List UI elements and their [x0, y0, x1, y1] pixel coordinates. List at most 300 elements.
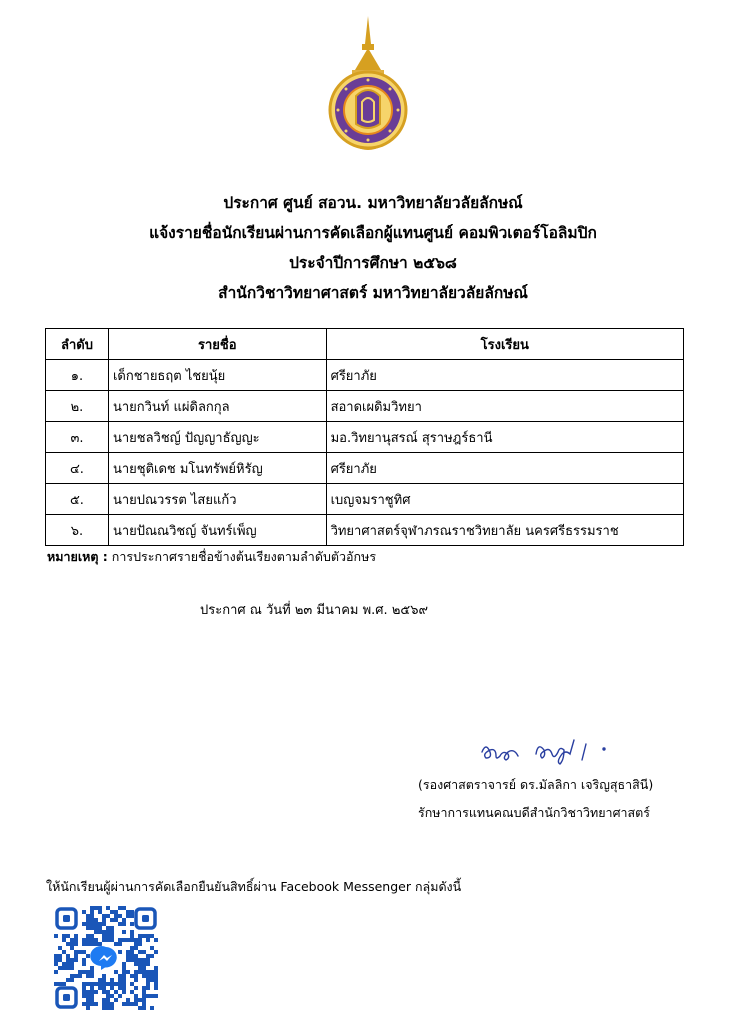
- qr-module: [82, 958, 86, 962]
- qr-module: [110, 1006, 114, 1010]
- remark: [47, 547, 376, 567]
- qr-module: [82, 950, 86, 954]
- qr-module: [118, 914, 122, 918]
- qr-module: [90, 918, 94, 922]
- qr-module: [114, 998, 118, 1002]
- qr-module: [150, 954, 154, 958]
- qr-module: [142, 994, 146, 998]
- qr-module: [58, 946, 62, 950]
- qr-module: [110, 918, 114, 922]
- qr-module: [62, 962, 66, 966]
- qr-module: [106, 994, 110, 998]
- table-row: [46, 484, 684, 515]
- qr-module: [130, 950, 134, 954]
- qr-module: [90, 906, 94, 910]
- qr-module: [86, 1002, 90, 1006]
- qr-module: [74, 938, 78, 942]
- qr-module: [110, 982, 114, 986]
- qr-module: [86, 974, 90, 978]
- qr-module: [86, 934, 90, 938]
- qr-module: [74, 974, 78, 978]
- qr-module: [106, 998, 110, 1002]
- qr-module: [82, 970, 86, 974]
- qr-module: [130, 930, 134, 934]
- qr-module: [70, 958, 74, 962]
- row-number: ๓.: [46, 422, 109, 453]
- qr-module: [90, 982, 94, 986]
- qr-module: [154, 938, 158, 942]
- qr-module: [94, 930, 98, 934]
- qr-module: [150, 970, 154, 974]
- qr-module: [154, 950, 158, 954]
- qr-module: [126, 998, 130, 1002]
- school-name: ศรียาภัย: [326, 360, 683, 391]
- qr-module: [102, 914, 106, 918]
- qr-module: [90, 994, 94, 998]
- qr-module: [154, 986, 158, 990]
- qr-module: [106, 1006, 110, 1010]
- qr-module: [94, 918, 98, 922]
- qr-module: [70, 938, 74, 942]
- qr-module: [102, 1002, 106, 1006]
- student-name: นายกวินท์ แผ่ดิลกกุล: [108, 391, 326, 422]
- qr-module: [70, 966, 74, 970]
- qr-module: [150, 934, 154, 938]
- qr-module: [146, 934, 150, 938]
- qr-module: [122, 966, 126, 970]
- qr-module: [146, 938, 150, 942]
- qr-module: [78, 950, 82, 954]
- qr-module: [122, 990, 126, 994]
- qr-module: [118, 938, 122, 942]
- student-name: นายชุติเดช มโนทรัพย์หิรัญ: [108, 453, 326, 484]
- qr-module: [130, 974, 134, 978]
- school-name: สอาดเผดิมวิทยา: [326, 391, 683, 422]
- qr-module: [90, 970, 94, 974]
- qr-module: [98, 986, 102, 990]
- qr-module: [102, 918, 106, 922]
- qr-module: [94, 906, 98, 910]
- qr-module: [106, 906, 110, 910]
- qr-module: [54, 934, 58, 938]
- qr-module: [142, 950, 146, 954]
- qr-module: [154, 994, 158, 998]
- qr-module: [98, 926, 102, 930]
- qr-module: [138, 962, 142, 966]
- qr-module: [54, 970, 58, 974]
- row-number: ๖.: [46, 515, 109, 546]
- qr-module: [90, 934, 94, 938]
- academic-year: ประจำปีการศึกษา ๒๕๖๘: [289, 254, 457, 272]
- row-number: ๑.: [46, 360, 109, 391]
- qr-module: [142, 974, 146, 978]
- qr-module: [122, 962, 126, 966]
- announcement-title: ประกาศ ศูนย์ สอวน. มหาวิทยาลัยวลัยลักษณ์: [223, 194, 523, 212]
- qr-module: [114, 918, 118, 922]
- student-name: เด็กชายธฤต ไชยนุ้ย: [108, 360, 326, 391]
- qr-module: [118, 950, 122, 954]
- qr-module: [134, 942, 138, 946]
- qr-module: [146, 962, 150, 966]
- qr-module: [82, 938, 86, 942]
- qr-module: [122, 918, 126, 922]
- qr-module: [86, 970, 90, 974]
- qr-module: [102, 938, 106, 942]
- table-header-row: [46, 329, 684, 360]
- row-number: ๕.: [46, 484, 109, 515]
- table-row: [46, 453, 684, 484]
- qr-module: [90, 942, 94, 946]
- qr-module: [98, 978, 102, 982]
- qr-module: [86, 994, 90, 998]
- qr-module: [134, 938, 138, 942]
- qr-module: [122, 922, 126, 926]
- qr-module: [114, 982, 118, 986]
- signature: [476, 734, 626, 766]
- qr-module: [58, 954, 62, 958]
- qr-module: [102, 982, 106, 986]
- qr-module: [130, 938, 134, 942]
- qr-module: [146, 954, 150, 958]
- qr-module: [102, 930, 106, 934]
- qr-module: [98, 930, 102, 934]
- qr-module: [146, 970, 150, 974]
- qr-module: [82, 1002, 86, 1006]
- qr-module: [90, 986, 94, 990]
- qr-module: [110, 1002, 114, 1006]
- qr-module: [54, 954, 58, 958]
- qr-module: [102, 922, 106, 926]
- qr-module: [134, 998, 138, 1002]
- qr-module: [118, 922, 122, 926]
- qr-module: [106, 1002, 110, 1006]
- qr-module: [130, 1002, 134, 1006]
- qr-module: [146, 994, 150, 998]
- qr-module: [138, 934, 142, 938]
- qr-module: [94, 1002, 98, 1006]
- qr-module: [74, 942, 78, 946]
- qr-module: [118, 982, 122, 986]
- qr-module: [130, 914, 134, 918]
- qr-module: [142, 1002, 146, 1006]
- qr-module: [90, 1002, 94, 1006]
- qr-module: [110, 934, 114, 938]
- qr-module: [142, 958, 146, 962]
- qr-module: [154, 966, 158, 970]
- qr-module: [154, 978, 158, 982]
- qr-module: [62, 950, 66, 954]
- qr-module: [70, 978, 74, 982]
- qr-module: [66, 942, 70, 946]
- qr-module: [66, 934, 70, 938]
- qr-module: [134, 978, 138, 982]
- remark-text: การประกาศรายชื่อข้างต้นเรียงตามลำดับตัวอักษร: [111, 549, 377, 564]
- qr-module: [122, 1002, 126, 1006]
- qr-module: [86, 942, 90, 946]
- qr-module: [138, 950, 142, 954]
- qr-module: [150, 1006, 154, 1010]
- qr-module: [126, 938, 130, 942]
- table-row: [46, 515, 684, 546]
- qr-module: [74, 954, 78, 958]
- qr-module: [94, 942, 98, 946]
- qr-module: [142, 1006, 146, 1010]
- qr-module: [146, 974, 150, 978]
- qr-module: [102, 974, 106, 978]
- qr-module: [86, 922, 90, 926]
- qr-module: [154, 970, 158, 974]
- qr-module: [54, 962, 58, 966]
- qr-module: [90, 926, 94, 930]
- qr-module: [86, 914, 90, 918]
- qr-module: [62, 934, 66, 938]
- qr-module: [154, 982, 158, 986]
- student-name: นายชลวิชญ์ ปัญญาธัญญะ: [108, 422, 326, 453]
- qr-module: [86, 1006, 90, 1010]
- school-name: เบญจมราชูทิศ: [326, 484, 683, 515]
- qr-code[interactable]: [54, 906, 158, 1010]
- qr-module: [114, 970, 118, 974]
- qr-module: [82, 982, 86, 986]
- row-number: ๔.: [46, 453, 109, 484]
- qr-module: [114, 990, 118, 994]
- school-name: มอ.วิทยานุสรณ์ สุราษฎร์ธานี: [326, 422, 683, 453]
- qr-module: [122, 938, 126, 942]
- qr-module: [90, 914, 94, 918]
- qr-module: [118, 974, 122, 978]
- qr-module: [106, 990, 110, 994]
- qr-module: [90, 938, 94, 942]
- school-name: วิทยาศาสตร์จุฬาภรณราชวิทยาลัย นครศรีธรรมราช: [326, 515, 683, 546]
- qr-module: [146, 982, 150, 986]
- qr-module: [86, 954, 90, 958]
- qr-module: [122, 930, 126, 934]
- qr-module: [138, 970, 142, 974]
- qr-module: [122, 986, 126, 990]
- announcement-subtitle: แจ้งรายชื่อนักเรียนผ่านการคัดเลือกผู้แทนศูนย์ คอมพิวเตอร์โอลิมปิก: [149, 224, 597, 242]
- qr-module: [122, 982, 126, 986]
- qr-module: [126, 914, 130, 918]
- table-row: [46, 391, 684, 422]
- qr-module: [134, 970, 138, 974]
- signatory-role: รักษาการแทนคณบดีสำนักวิชาวิทยาศาสตร์: [418, 805, 650, 820]
- qr-module: [90, 966, 94, 970]
- results-table: [45, 328, 684, 546]
- qr-module: [82, 994, 86, 998]
- qr-module: [90, 910, 94, 914]
- instruction-text: ให้นักเรียนผู้ผ่านการคัดเลือกยืนยันสิทธิ์ผ่าน Facebook Messenger กลุ่มดังนี้: [46, 879, 462, 894]
- qr-module: [86, 998, 90, 1002]
- qr-module: [154, 974, 158, 978]
- qr-module: [90, 922, 94, 926]
- qr-module: [106, 982, 110, 986]
- qr-module: [118, 978, 122, 982]
- qr-module: [134, 946, 138, 950]
- qr-module: [54, 982, 58, 986]
- qr-module: [122, 970, 126, 974]
- university-logo: [322, 14, 414, 164]
- qr-module: [134, 986, 138, 990]
- qr-module: [150, 946, 154, 950]
- qr-module: [138, 998, 142, 1002]
- qr-module: [130, 954, 134, 958]
- qr-module: [126, 958, 130, 962]
- header-name: รายชื่อ: [108, 329, 326, 360]
- qr-module: [70, 974, 74, 978]
- qr-module: [94, 938, 98, 942]
- qr-module: [146, 986, 150, 990]
- qr-module: [134, 994, 138, 998]
- qr-module: [78, 974, 82, 978]
- qr-module: [110, 910, 114, 914]
- qr-module: [134, 958, 138, 962]
- qr-module: [150, 974, 154, 978]
- qr-module: [70, 946, 74, 950]
- qr-module: [66, 962, 70, 966]
- qr-module: [146, 978, 150, 982]
- qr-module: [142, 990, 146, 994]
- qr-module: [58, 966, 62, 970]
- qr-module: [98, 982, 102, 986]
- qr-module: [126, 954, 130, 958]
- qr-module: [126, 1002, 130, 1006]
- qr-module: [110, 938, 114, 942]
- qr-module: [54, 958, 58, 962]
- qr-module: [138, 1006, 142, 1010]
- qr-module: [118, 906, 122, 910]
- qr-module: [86, 990, 90, 994]
- qr-module: [74, 958, 78, 962]
- qr-module: [94, 990, 98, 994]
- qr-module: [106, 926, 110, 930]
- qr-module: [130, 958, 134, 962]
- qr-module: [138, 942, 142, 946]
- qr-module: [98, 942, 102, 946]
- remark-label: หมายเหตุ :: [47, 549, 108, 564]
- qr-module: [66, 978, 70, 982]
- qr-module: [138, 958, 142, 962]
- qr-module: [130, 922, 134, 926]
- qr-module: [106, 914, 110, 918]
- qr-module: [66, 958, 70, 962]
- student-name: นายปณวรรต ไสยแก้ว: [108, 484, 326, 515]
- qr-module: [106, 930, 110, 934]
- qr-module: [94, 922, 98, 926]
- qr-module: [106, 938, 110, 942]
- qr-module: [94, 982, 98, 986]
- qr-module: [94, 926, 98, 930]
- school-name: ศรียาภัย: [326, 453, 683, 484]
- qr-module: [122, 906, 126, 910]
- table-row: [46, 422, 684, 453]
- qr-module: [110, 994, 114, 998]
- qr-module: [70, 942, 74, 946]
- qr-module: [122, 974, 126, 978]
- header-order: ลำดับ: [46, 329, 109, 360]
- student-name: นายปัณณวิชญ์ จันทร์เพ็ญ: [108, 515, 326, 546]
- table-row: [46, 360, 684, 391]
- qr-module: [58, 982, 62, 986]
- qr-module: [138, 938, 142, 942]
- announcement-date: ประกาศ ณ วันที่ ๒๓ มีนาคม พ.ศ. ๒๕๖๙: [200, 603, 428, 618]
- qr-module: [86, 918, 90, 922]
- qr-module: [142, 986, 146, 990]
- qr-module: [98, 922, 102, 926]
- qr-module: [142, 962, 146, 966]
- qr-module: [150, 994, 154, 998]
- qr-module: [102, 998, 106, 1002]
- qr-module: [130, 990, 134, 994]
- qr-module: [126, 970, 130, 974]
- qr-module: [102, 990, 106, 994]
- qr-module: [126, 950, 130, 954]
- qr-module: [106, 934, 110, 938]
- qr-module: [86, 982, 90, 986]
- qr-module: [114, 942, 118, 946]
- department: สำนักวิชาวิทยาศาสตร์ มหาวิทยาลัยวลัยลักษณ์: [218, 284, 528, 302]
- qr-module: [102, 986, 106, 990]
- qr-module: [78, 970, 82, 974]
- qr-module: [122, 978, 126, 982]
- qr-module: [142, 934, 146, 938]
- qr-module: [114, 910, 118, 914]
- qr-module: [110, 978, 114, 982]
- qr-module: [82, 910, 86, 914]
- qr-module: [74, 950, 78, 954]
- signatory-name: (รองศาสตราจารย์ ดร.มัลลิกา เจริญสุธาสินี): [418, 777, 654, 792]
- qr-module: [90, 998, 94, 1002]
- qr-module: [82, 942, 86, 946]
- qr-module: [66, 966, 70, 970]
- qr-module: [134, 1002, 138, 1006]
- qr-module: [62, 982, 66, 986]
- qr-module: [130, 946, 134, 950]
- qr-module: [90, 974, 94, 978]
- qr-module: [130, 910, 134, 914]
- qr-module: [86, 926, 90, 930]
- qr-module: [102, 1006, 106, 1010]
- qr-module: [74, 934, 78, 938]
- qr-module: [62, 938, 66, 942]
- qr-module: [86, 938, 90, 942]
- qr-module: [142, 966, 146, 970]
- qr-module: [82, 962, 86, 966]
- qr-module: [58, 958, 62, 962]
- qr-module: [130, 934, 134, 938]
- qr-module: [90, 990, 94, 994]
- row-number: ๒.: [46, 391, 109, 422]
- qr-module: [110, 930, 114, 934]
- qr-module: [98, 910, 102, 914]
- qr-module: [138, 966, 142, 970]
- qr-module: [98, 906, 102, 910]
- qr-module: [118, 942, 122, 946]
- qr-module: [82, 922, 86, 926]
- qr-module: [134, 962, 138, 966]
- qr-module: [66, 954, 70, 958]
- qr-module: [142, 998, 146, 1002]
- header-school: โรงเรียน: [326, 329, 683, 360]
- qr-module: [110, 986, 114, 990]
- qr-module: [82, 986, 86, 990]
- qr-module: [118, 986, 122, 990]
- qr-module: [62, 966, 66, 970]
- qr-module: [82, 990, 86, 994]
- qr-module: [70, 962, 74, 966]
- qr-module: [126, 910, 130, 914]
- qr-module: [110, 926, 114, 930]
- qr-module: [102, 934, 106, 938]
